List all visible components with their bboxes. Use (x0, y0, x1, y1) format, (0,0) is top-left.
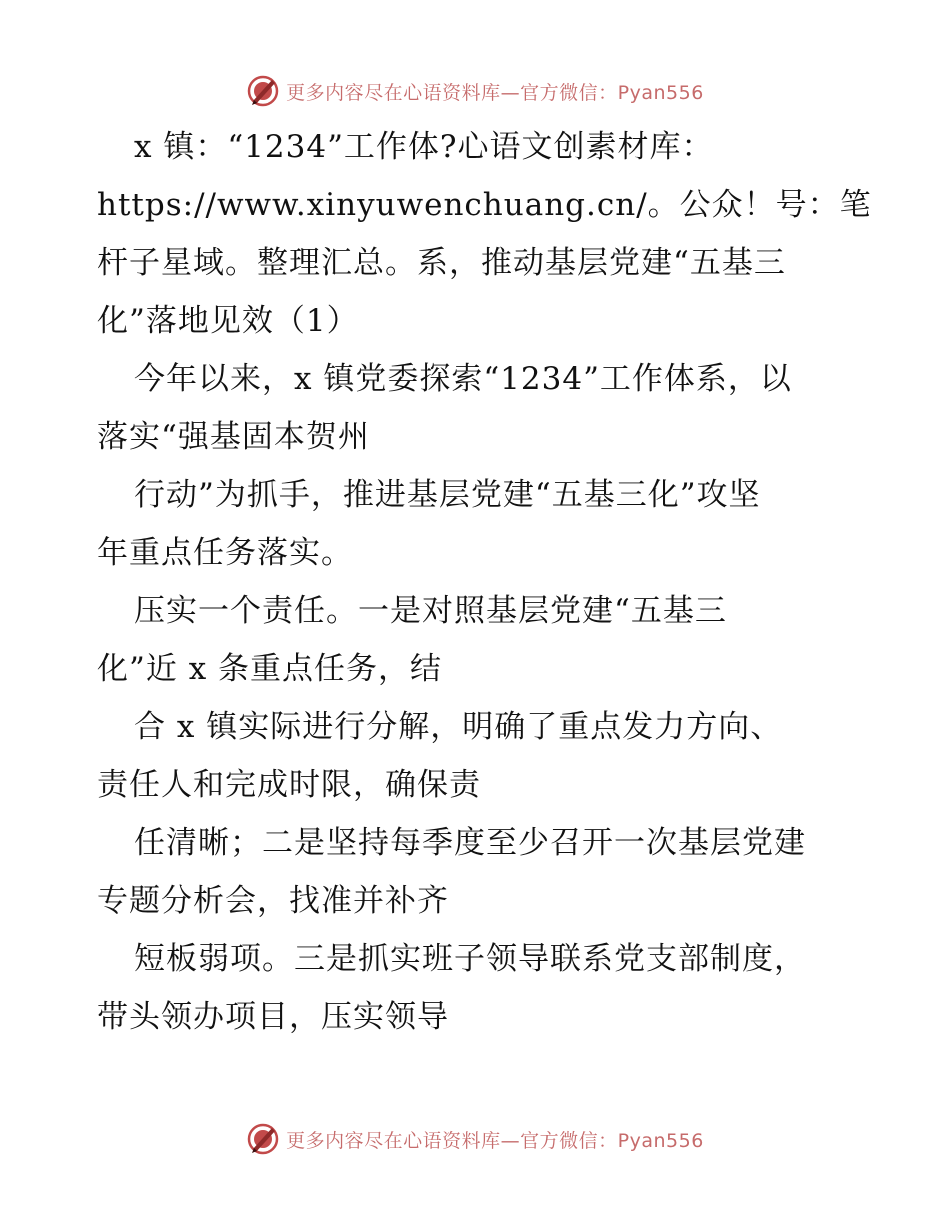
body-line: 行动”为抓手，推进基层党建“五基三化”攻坚 (134, 477, 761, 513)
header-banner (0, 71, 950, 111)
body-line: x 镇：“1234”工作体?心语文创素材库： (134, 129, 714, 165)
body-line: 短板弱项。三是抓实班子领导联系党支部制度， (134, 941, 806, 977)
pen-logo-icon (246, 74, 280, 108)
body-line: 化”近 x 条重点任务，结 (97, 651, 443, 687)
body-line: 责任人和完成时限，确保责 (97, 767, 481, 803)
body-line: 带头领办项目，压实领导 (97, 999, 449, 1035)
pen-logo-icon (246, 1122, 280, 1156)
body-line: 年重点任务落实。 (97, 535, 353, 571)
header-banner-content (246, 74, 704, 108)
footer-banner-text: 更多内容尽在心语资料库—官方微信：Pyan556 (286, 1129, 704, 1152)
body-line: 落实“强基固本贺州 (97, 419, 370, 455)
body-line: 压实一个责任。一是对照基层党建“五基三 (134, 593, 727, 629)
body-line: 杆子星域。整理汇总。系，推动基层党建“五基三 (97, 245, 786, 281)
body-line: https://www.xinyuwenchuang.cn/。公众！号：笔 (97, 187, 872, 223)
header-banner-text: 更多内容尽在心语资料库—官方微信：Pyan556 (286, 81, 704, 104)
body-line: 任清晰；二是坚持每季度至少召开一次基层党建 (134, 825, 806, 861)
footer-banner (0, 1119, 950, 1159)
body-line: 今年以来，x 镇党委探索“1234”工作体系，以 (134, 361, 792, 397)
document-body (97, 118, 872, 1046)
footer-banner-content (246, 1122, 704, 1156)
body-line: 化”落地见效（1） (97, 303, 359, 339)
body-line: 合 x 镇实际进行分解，明确了重点发力方向、 (134, 709, 783, 745)
body-line: 专题分析会，找准并补齐 (97, 883, 449, 919)
